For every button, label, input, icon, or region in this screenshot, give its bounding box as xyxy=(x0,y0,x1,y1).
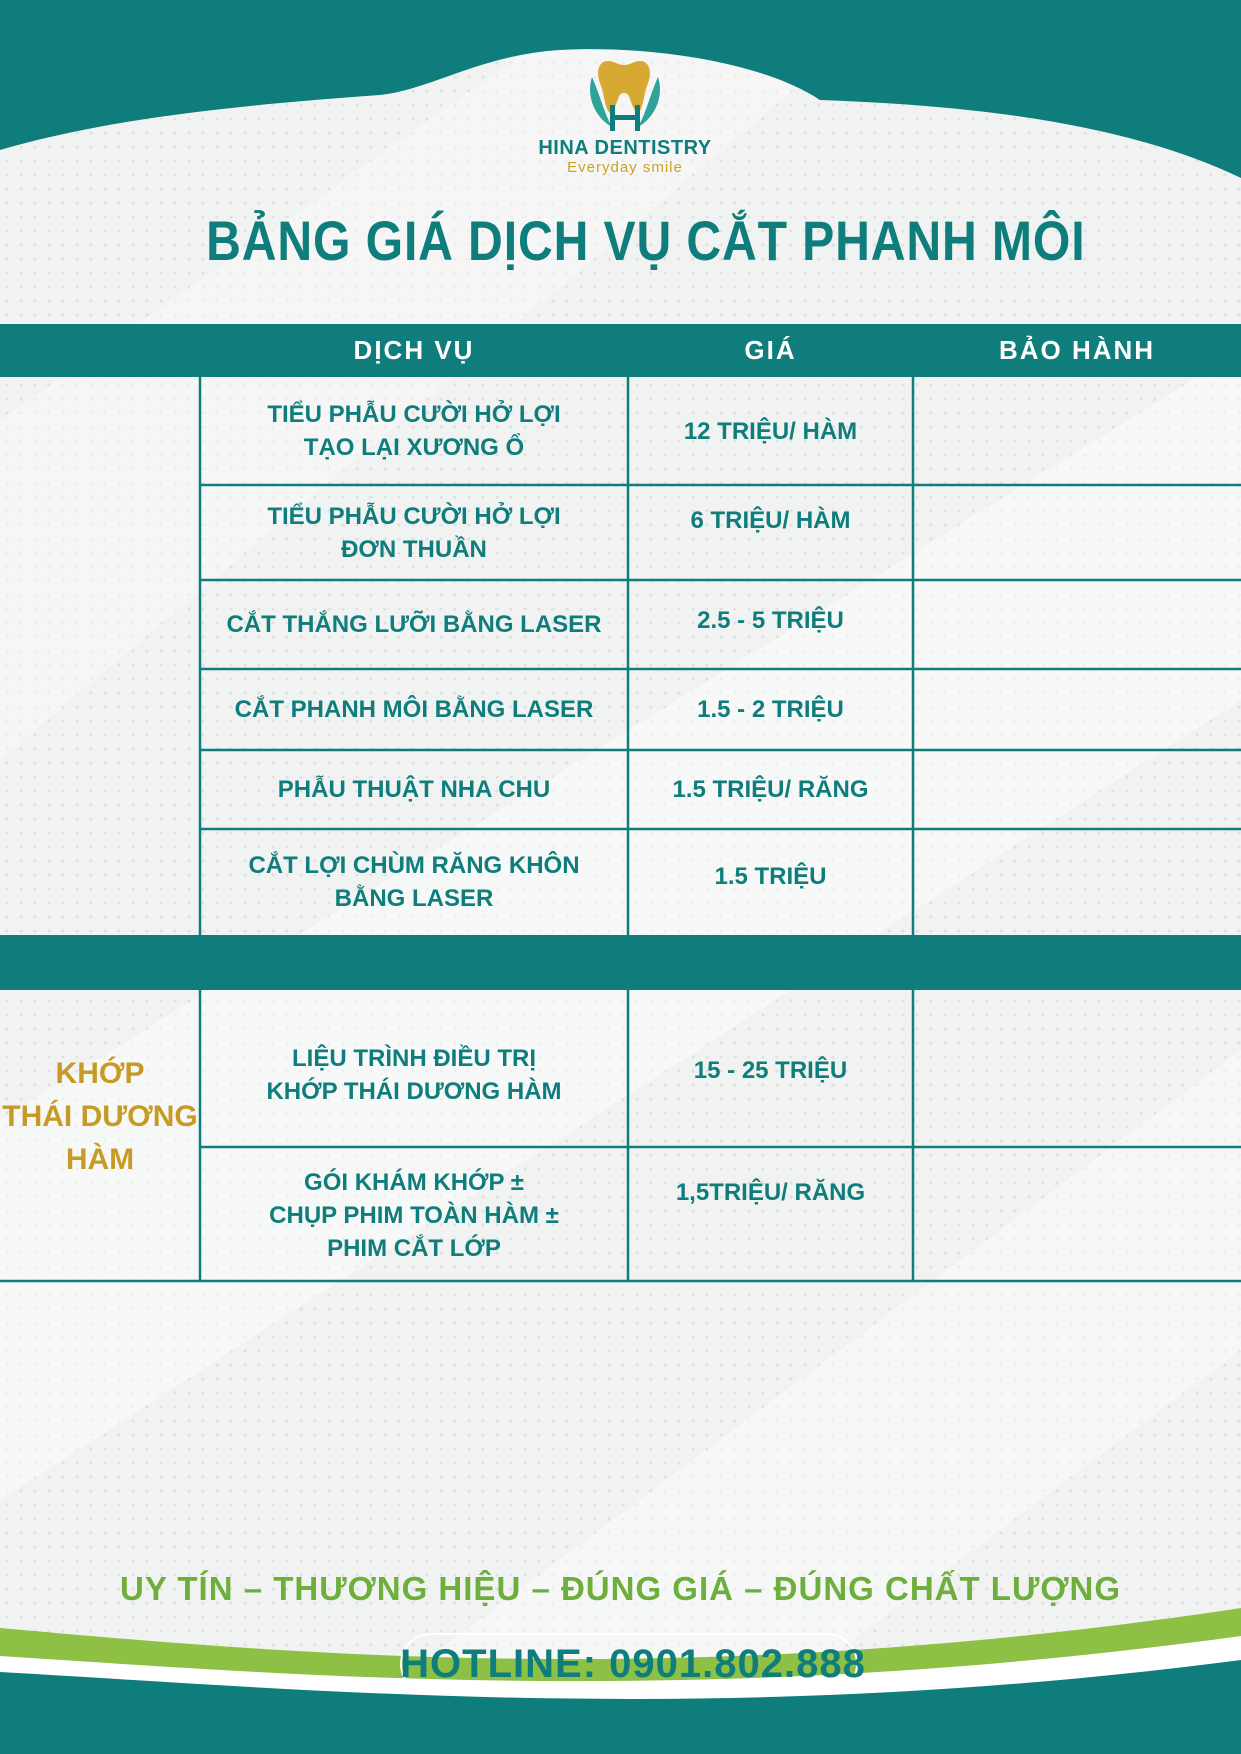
table-row-warranty xyxy=(913,377,1241,485)
table-row-service: GÓI KHÁM KHỚP ± CHỤP PHIM TOÀN HÀM ± PHIM CẮT LỚP xyxy=(269,1168,559,1262)
header-price: GIÁ xyxy=(744,335,797,365)
table-row-price: 1.5 TRIỆU xyxy=(714,862,827,890)
table-row-price: 12 TRIỆU/ HÀM xyxy=(683,417,858,445)
tooth-leaf-logo-icon xyxy=(580,55,670,133)
table-row-service: LIỆU TRÌNH ĐIỀU TRỊ KHỚP THÁI DƯƠNG HÀM xyxy=(266,1045,562,1105)
table-row-price: 15 - 25 TRIỆU xyxy=(693,1056,848,1084)
table-row-price: 1.5 TRIỆU/ RĂNG xyxy=(672,776,869,803)
hotline-box[interactable] xyxy=(400,1633,866,1695)
header-warranty: BẢO HÀNH xyxy=(998,335,1156,365)
brand-tagline: Everyday smile xyxy=(567,159,683,176)
header-service: DỊCH VỤ xyxy=(353,335,475,365)
table-row-warranty xyxy=(913,485,1241,580)
brand-logo xyxy=(530,55,720,176)
table-row-warranty xyxy=(913,829,1241,935)
table-row-price: 6 TRIỆU/ HÀM xyxy=(690,506,851,534)
brand-name: HINA DENTISTRY xyxy=(538,137,712,159)
table-row-service: CẮT LỢI CHÙM RĂNG KHÔN BẰNG LASER xyxy=(248,852,580,912)
table-row-warranty xyxy=(913,1147,1241,1281)
table-row-service: PHẪU THUẬT NHA CHU xyxy=(277,776,551,803)
table-row-price: 1,5TRIỆU/ RĂNG xyxy=(675,1178,866,1206)
table-row-service: CẮT PHANH MÔI BẰNG LASER xyxy=(234,696,594,723)
category-label: KHỚP THÁI DƯƠNG HÀM xyxy=(2,1057,198,1176)
hotline-number[interactable]: HOTLINE: 0901.802.888 xyxy=(400,1641,866,1686)
table-row-warranty xyxy=(913,669,1241,750)
table-row-warranty xyxy=(913,580,1241,669)
table-row-service: CẮT THẮNG LƯỠI BẰNG LASER xyxy=(226,611,602,638)
page-title: BẢNG GIÁ DỊCH VỤ CẮT PHANH MÔI xyxy=(206,209,1086,272)
table-row-price: 2.5 - 5 TRIỆU xyxy=(697,607,844,634)
table-row-price: 1.5 - 2 TRIỆU xyxy=(697,696,844,723)
table-row-service: TIỂU PHẪU CƯỜI HỞ LỢI ĐƠN THUẦN xyxy=(267,502,561,563)
table-row-warranty xyxy=(913,990,1241,1147)
table-row-warranty xyxy=(913,750,1241,829)
table-row-service: TIỂU PHẪU CƯỜI HỞ LỢI TẠO LẠI XƯƠNG Ổ xyxy=(267,401,561,461)
slogan: UY TÍN – THƯƠNG HIỆU – ĐÚNG GIÁ – ĐÚNG CHẤT LƯỢNG xyxy=(119,1570,1121,1607)
